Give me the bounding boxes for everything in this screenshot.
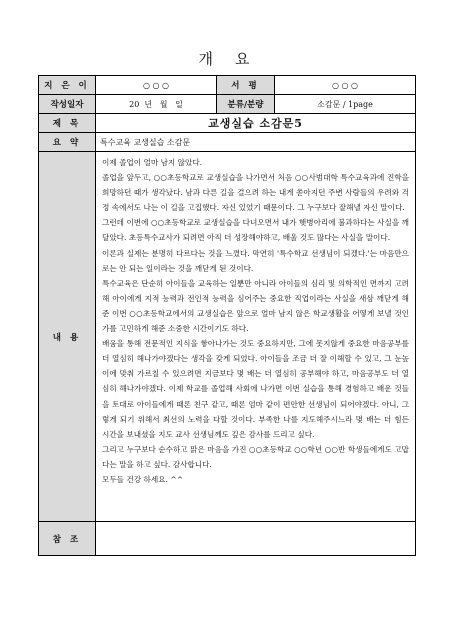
- reviewer-label: 서 평: [217, 76, 275, 95]
- subject-value: 교생실습 소감문5: [96, 114, 416, 133]
- content-paragraph: 이론과 실제는 분명히 다르다는 것을 느꼈다. 막연히 '특수학교 선생님이 되겠다.'는 마음만으로는 안 되는 일이라는 것을 깨닫게 된 것이다.: [102, 248, 409, 273]
- content-paragraph: 그런데 이번에 ○○초등학교로 교생실습을 다녀오면서 내가 햇병아리에 불과하다는 사실을 깨달았다. 초등특수교사가 되려면 아직 더 성장해야하고, 배울 것도 많다는 사실을 말이다.: [102, 218, 409, 243]
- content-paragraph: 모두들 건강 하세요. ^^: [102, 474, 184, 484]
- content-paragraph: 배움을 통해 전문적인 지식을 쌓아나가는 것도 중요하지만, 그에 못지않게 중요한 마음공부를 더 열심히 해나가야겠다는 생각을 갖게 되었다. 아이들을 조금 더 잘 이해할 수 있고, 그 눈높이에 맞춰 가르칠 수 있으려면 지금보다 몇 배는 더 열심히 공부해야 하고, 마음공부도 더 열심히 해나가야겠다. 이제 학교를 졸업해 사회에 나가면 이번 실습을 통해 경험하고 배운 것들을 토대로 아이들에게 때론 친구 같고, 때론 엄마 같이 편안한 선생님이 되어야겠다. 아니, 그렇게 되기 위해서 최선의 노력을 다할 것이다. 부족한 나를 지도해주시느라 몇 배는 더 힘든 시간을 보내셨을 지도 교사 선생님께도 깊은 감사를 드리고 싶다.: [102, 339, 409, 439]
- author-label: 지 은 이: [39, 76, 96, 95]
- content-paragraph: 이제 졸업이 얼마 남지 않았다.: [102, 158, 203, 167]
- overview-table: [38, 75, 416, 556]
- reference-label: 참 조: [39, 522, 96, 556]
- category-value: 소감문 / 1page: [275, 95, 416, 114]
- title-char-2: 요: [235, 50, 252, 68]
- author-value: ○ ○ ○: [96, 76, 217, 95]
- reviewer-value: ○ ○ ○: [275, 76, 416, 95]
- date-row: [39, 95, 416, 114]
- category-label: 분류/분량: [217, 95, 275, 114]
- content-label: 내 용: [39, 152, 96, 522]
- title-char-1: 개: [198, 50, 215, 68]
- reference-row: [39, 522, 416, 556]
- date-value: 20 년 월 일: [96, 95, 217, 114]
- reference-value: [96, 522, 416, 556]
- content-paragraph: 특수교육은 단순히 아이들을 교육하는 일뿐만 아니라 아이들의 심리 및 의학적인 면까지 고려해 아이에게 지적 능력과 전인적 능력을 심어주는 중요한 직업이라는 사실을 새삼 깨닫게 해준 이번 ○○초등학교에서의 교생실습은 앞으로 얼마 남지 않은 학교생활을 어떻게 보낼 것인가를 고민하게 해준 소중한 시간이기도 하다.: [102, 278, 409, 334]
- summary-value: 특수교육 교생실습 소감문: [96, 133, 416, 152]
- content-body: [96, 152, 416, 522]
- subject-label: 제 목: [39, 114, 96, 133]
- content-paragraph: 졸업을 앞두고, ○○초등학교로 교생실습을 나가면서 처음 ○○사범대학 특수교육과에 진학을 희망하던 때가 생각났다. 남과 다른 길을 걸으려 하는 내게 쏟아지던 주변 사람들의 우려와 걱정 속에서도 나는 이 길을 고집했다. 자신 있었기 때문이다. 그 누구보다 잘해낼 자신 말이다.: [102, 173, 409, 213]
- summary-label: 요 약: [39, 133, 96, 152]
- content-row: [39, 152, 416, 522]
- author-row: [39, 76, 416, 95]
- content-paragraph: 그리고 누구보다 순수하고 맑은 마음을 가진 ○○초등학교 ○○학년 ○○반 학생들에게도 고맙다는 말을 하고 싶다. 감사합니다.: [102, 444, 409, 469]
- subject-row: [39, 114, 416, 133]
- summary-row: [39, 133, 416, 152]
- date-label: 작성일자: [39, 95, 96, 114]
- document-title: [0, 48, 450, 69]
